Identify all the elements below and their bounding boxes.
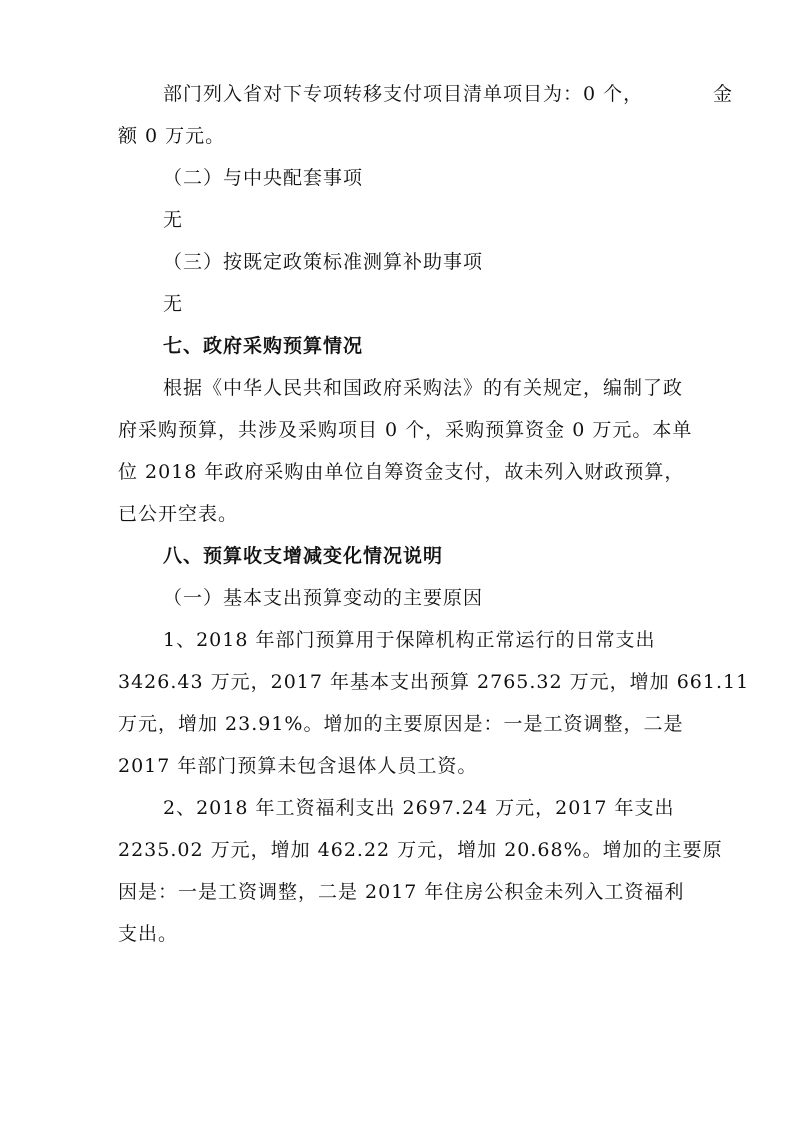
procurement-line-1: 根据《中华人民共和国政府采购法》的有关规定，编制了政 bbox=[163, 377, 684, 399]
item-2-line-2: 2235.02 万元，增加 462.22 万元，增加 20.68%。增加的主要原 bbox=[118, 839, 723, 861]
procurement-line-2: 府采购预算，共涉及采购项目 0 个，采购预算资金 0 万元。本单 bbox=[118, 419, 693, 441]
chapter-7-title: 七、政府采购预算情况 bbox=[163, 335, 364, 357]
item-1-line-2: 3426.43 万元，2017 年基本支出预算 2765.32 万元，增加 661.11 bbox=[118, 671, 750, 693]
section-3-title: （三）按既定政策标准测算补助事项 bbox=[163, 251, 484, 273]
section-2-title: （二）与中央配套事项 bbox=[163, 167, 364, 189]
paragraph-1-line-2: 额 0 万元。 bbox=[118, 125, 226, 147]
basic-expenditure-title: （一）基本支出预算变动的主要原因 bbox=[163, 587, 484, 609]
item-1-line-3: 万元，增加 23.91%。增加的主要原因是：一是工资调整，二是 bbox=[118, 713, 684, 735]
item-1-line-1: 1、2018 年部门预算用于保障机构正常运行的日常支出 bbox=[163, 629, 656, 651]
item-1-line-4: 2017 年部门预算未包含退体人员工资。 bbox=[118, 755, 478, 777]
section-2-value: 无 bbox=[163, 209, 184, 231]
item-2-line-4: 支出。 bbox=[118, 923, 179, 945]
paragraph-1-line-1 bbox=[163, 82, 733, 106]
item-2-line-3: 因是：一是工资调整，二是 2017 年住房公积金未列入工资福利 bbox=[118, 881, 685, 903]
paragraph-1-line-1-right: 金 bbox=[712, 83, 733, 105]
item-2-line-1: 2、2018 年工资福利支出 2697.24 万元，2017 年支出 bbox=[163, 797, 675, 819]
paragraph-1-line-1-left: 部门列入省对下专项转移支付项目清单项目为：0 个， bbox=[163, 83, 644, 105]
section-3-value: 无 bbox=[163, 293, 184, 315]
procurement-line-3: 位 2018 年政府采购由单位自筹资金支付，故未列入财政预算， bbox=[118, 461, 685, 483]
procurement-line-4: 已公开空表。 bbox=[118, 503, 239, 525]
chapter-8-title: 八、预算收支增减变化情况说明 bbox=[163, 545, 444, 567]
